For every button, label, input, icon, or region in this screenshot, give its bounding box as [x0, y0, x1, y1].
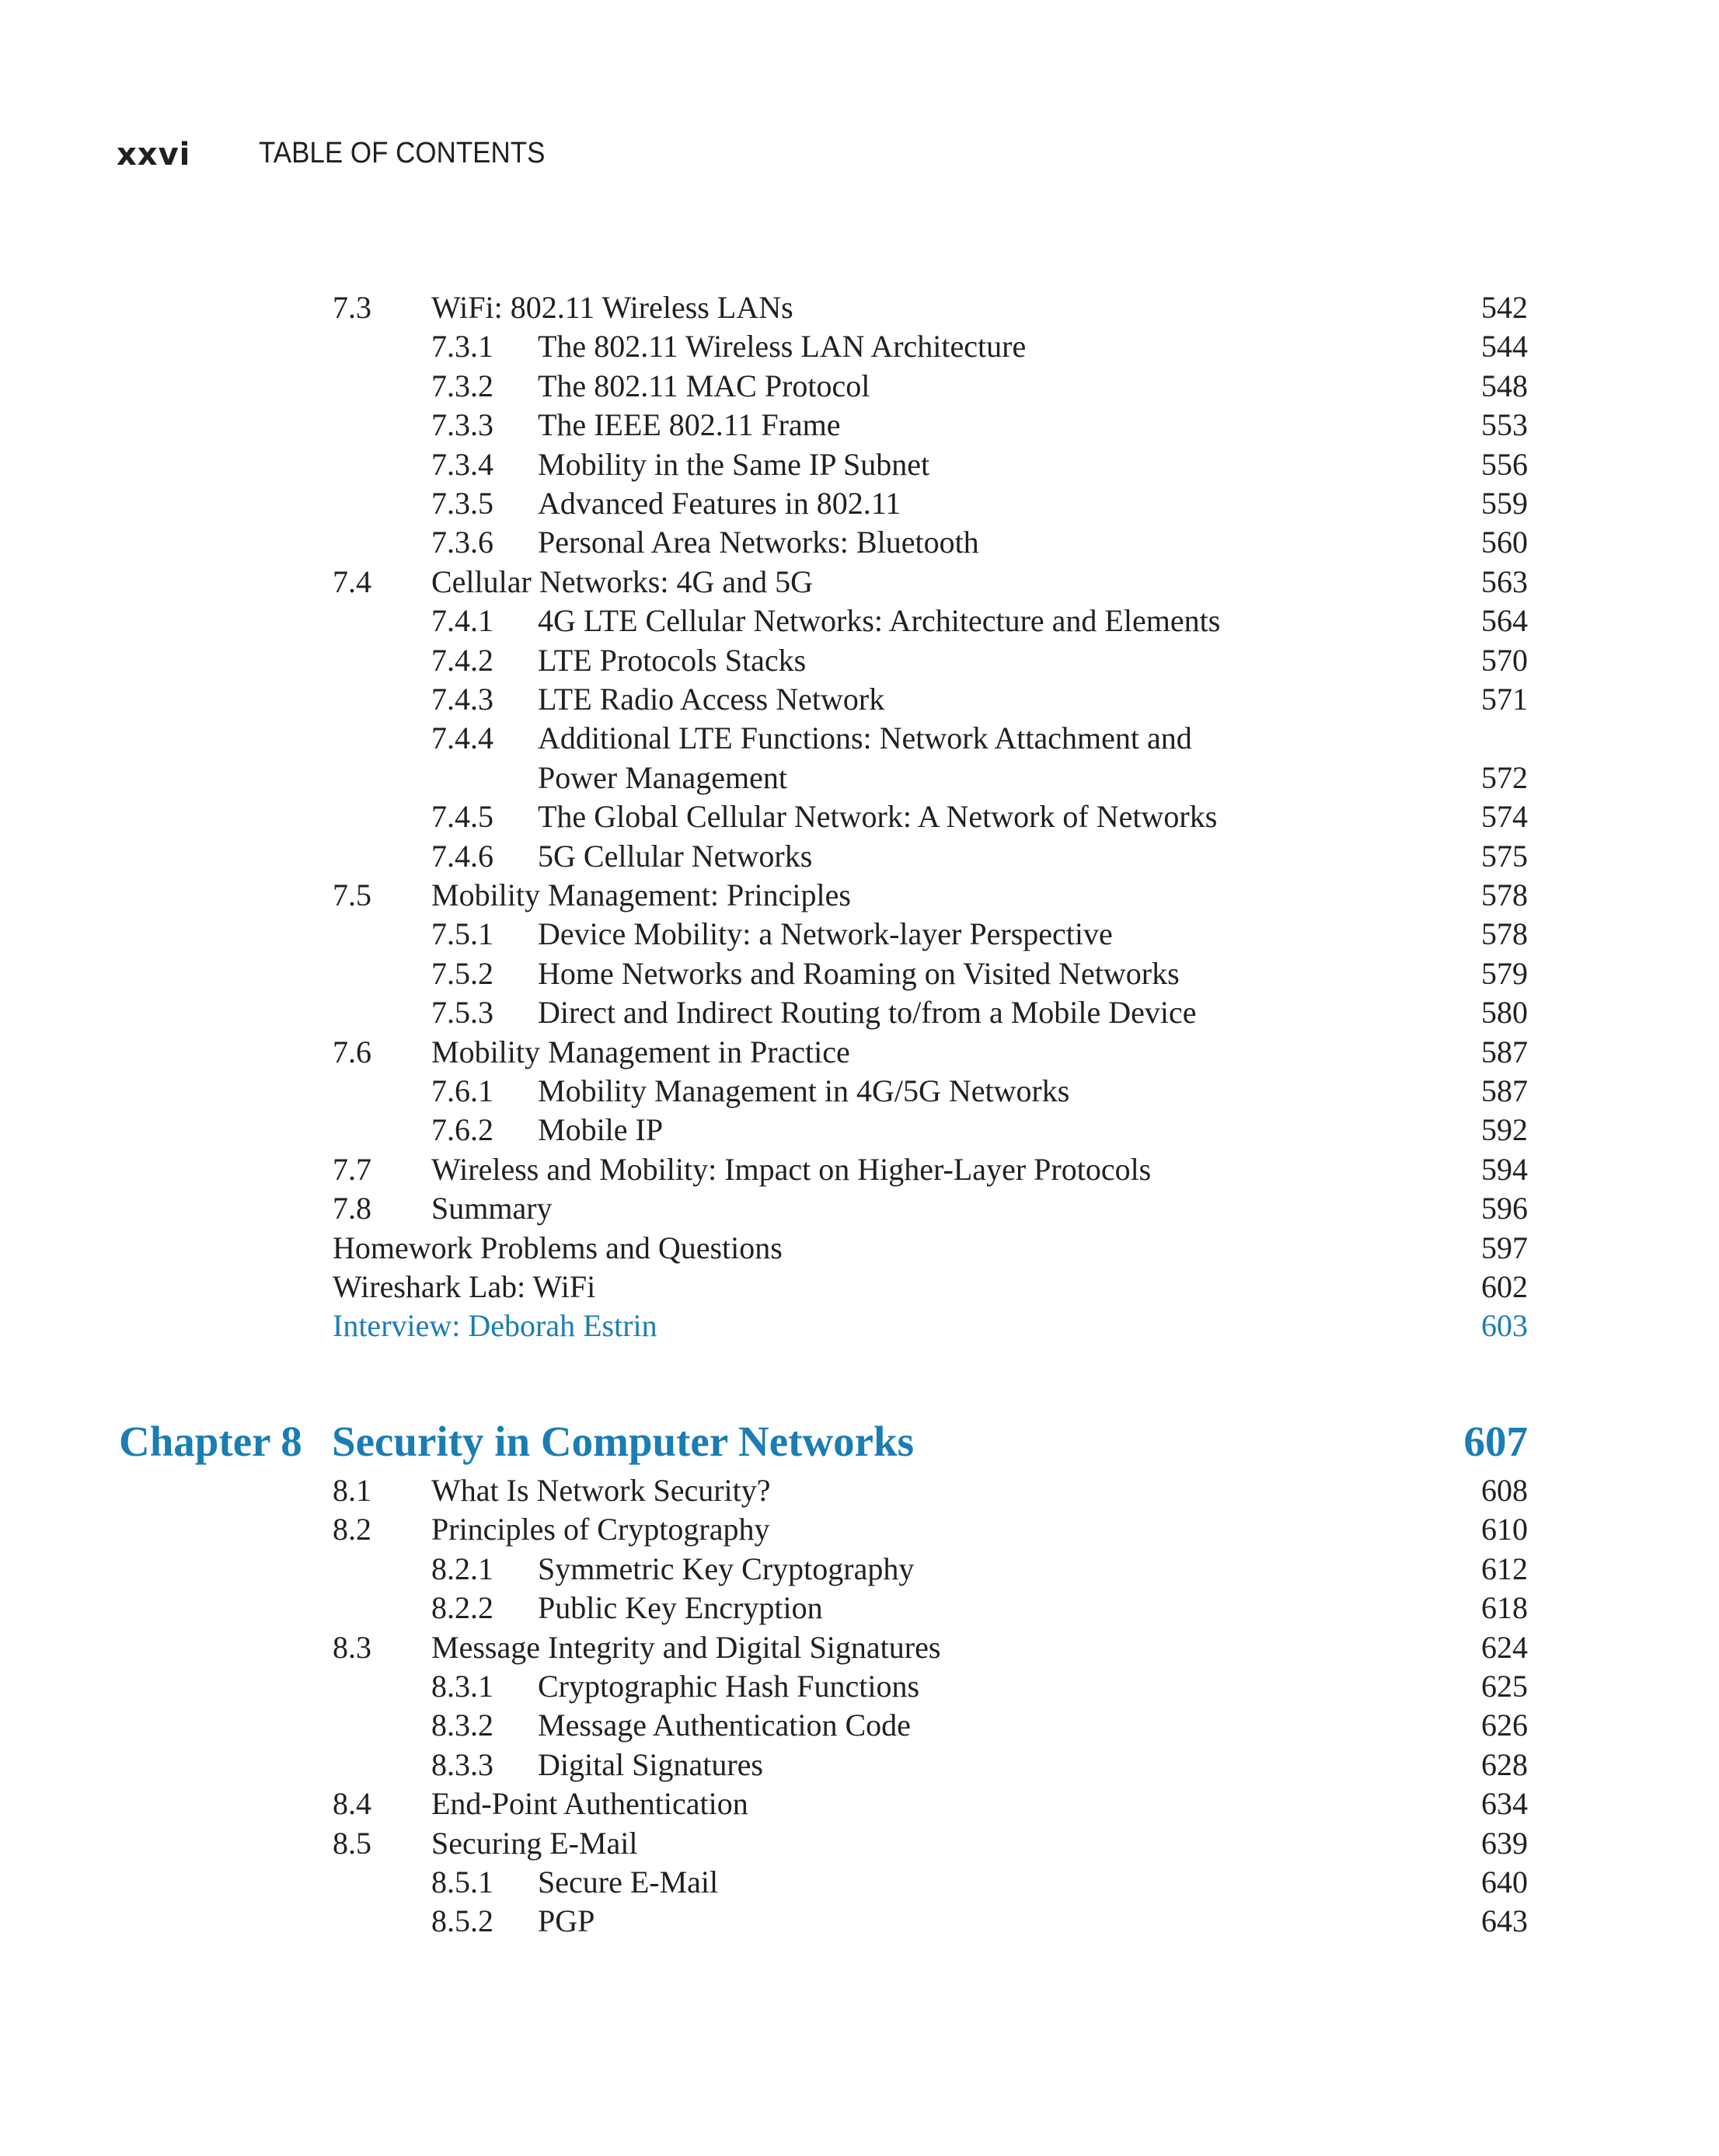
page-number: 610: [1481, 1512, 1528, 1547]
section-title: Wireshark Lab: WiFi: [333, 1269, 596, 1304]
section-title: LTE Radio Access Network: [538, 682, 885, 717]
toc-entry[interactable]: [0, 1902, 1719, 1941]
section-number: 7.3.2: [431, 368, 493, 403]
section-title: Mobility in the Same IP Subnet: [538, 446, 930, 482]
section-number: 7.5.2: [431, 955, 493, 991]
section-number: 7.6: [333, 1034, 371, 1069]
section-title: Symmetric Key Cryptography: [538, 1551, 915, 1586]
toc-entry[interactable]: [0, 327, 1719, 366]
section-number: 8.5.2: [431, 1903, 493, 1939]
toc-entry[interactable]: [0, 993, 1719, 1032]
page-number: 564: [1481, 603, 1528, 639]
section-title: What Is Network Security?: [431, 1473, 771, 1508]
section-number: 8.5: [333, 1825, 371, 1861]
page-number: 578: [1481, 877, 1528, 912]
section-number: 7.6.1: [431, 1073, 493, 1108]
section-number: 8.3: [333, 1629, 371, 1665]
toc-entry[interactable]: [0, 1307, 1719, 1345]
section-title: The IEEE 802.11 Frame: [538, 407, 841, 443]
section-title: Homework Problems and Questions: [333, 1230, 783, 1265]
section-title: Device Mobility: a Network-layer Perspective: [538, 916, 1113, 952]
section-number: 7.3: [333, 290, 371, 325]
section-number: 8.2: [333, 1512, 371, 1547]
page-number: 592: [1481, 1112, 1528, 1148]
page-number: 602: [1481, 1269, 1528, 1304]
page-number: 603: [1481, 1308, 1528, 1344]
page-number: 640: [1481, 1865, 1528, 1900]
chapter-heading[interactable]: [0, 1415, 1719, 1469]
section-number: 8.3.1: [431, 1669, 493, 1704]
toc-entry[interactable]: [0, 797, 1719, 836]
toc-entry[interactable]: [0, 1229, 1719, 1268]
section-title: Secure E-Mail: [538, 1865, 719, 1900]
section-title: Home Networks and Roaming on Visited Networks: [538, 955, 1180, 991]
section-number: 7.4.1: [431, 603, 493, 639]
toc-entry[interactable]: [0, 1706, 1719, 1745]
page-number: 542: [1481, 290, 1528, 325]
page-number: 574: [1481, 799, 1528, 835]
section-title: Mobility Management in 4G/5G Networks: [538, 1073, 1070, 1108]
section-title: Interview: Deborah Estrin: [333, 1308, 657, 1344]
section-number: 7.6.2: [431, 1112, 493, 1148]
section-number: 7.3.5: [431, 486, 493, 521]
page-number: 628: [1481, 1746, 1528, 1782]
section-number: 8.5.1: [431, 1865, 493, 1900]
section-title: The 802.11 Wireless LAN Architecture: [538, 329, 1027, 365]
page-number: 612: [1481, 1551, 1528, 1586]
section-title: WiFi: 802.11 Wireless LANs: [431, 290, 793, 325]
section-title: Summary: [431, 1191, 553, 1226]
toc-entry[interactable]: [0, 1510, 1719, 1549]
toc-entry[interactable]: [0, 641, 1719, 680]
section-title: Securing E-Mail: [431, 1825, 638, 1861]
toc-entry[interactable]: [0, 1189, 1719, 1228]
toc-entry[interactable]: [0, 1550, 1719, 1589]
toc-entry[interactable]: [0, 563, 1719, 602]
section-title: Mobility Management in Practice: [431, 1034, 850, 1069]
section-title: Advanced Features in 802.11: [538, 486, 901, 521]
section-number: 7.3.1: [431, 329, 493, 365]
section-number: 7.5.1: [431, 916, 493, 952]
page-number: 556: [1481, 446, 1528, 482]
page-number: 563: [1481, 563, 1528, 599]
toc-entry[interactable]: [0, 367, 1719, 406]
toc-entry[interactable]: [0, 915, 1719, 954]
section-number: 7.7: [333, 1151, 371, 1187]
section-title: Public Key Encryption: [538, 1590, 823, 1626]
section-title: The 802.11 MAC Protocol: [538, 368, 870, 403]
toc-entry[interactable]: [0, 759, 1719, 797]
toc-entry[interactable]: [0, 445, 1719, 484]
page-number: 626: [1481, 1708, 1528, 1743]
section-title: LTE Protocols Stacks: [538, 642, 807, 678]
page-number: 559: [1481, 486, 1528, 521]
page-number: 587: [1481, 1034, 1528, 1069]
section-number: 8.1: [333, 1473, 371, 1508]
page-number: 575: [1481, 838, 1528, 874]
section-number: 8.2.1: [431, 1551, 493, 1586]
page-number: 643: [1481, 1903, 1528, 1939]
section-title: Message Authentication Code: [538, 1708, 911, 1743]
toc-entry[interactable]: [0, 680, 1719, 719]
section-title: Digital Signatures: [538, 1746, 763, 1782]
section-number: 7.4.4: [431, 720, 493, 756]
page-number: 634: [1481, 1786, 1528, 1822]
toc-entry[interactable]: [0, 954, 1719, 993]
toc-entry[interactable]: [0, 1667, 1719, 1706]
section-title: End-Point Authentication: [431, 1786, 748, 1822]
section-title: Power Management: [538, 759, 788, 795]
section-number: 7.4.3: [431, 682, 493, 717]
running-title: TABLE OF CONTENTS: [259, 137, 546, 169]
section-title: The Global Cellular Network: A Network of Networks: [538, 799, 1218, 835]
section-number: 8.4: [333, 1786, 371, 1822]
toc-entry[interactable]: [0, 1824, 1719, 1863]
section-number: 7.4: [333, 563, 371, 599]
page-number: 578: [1481, 916, 1528, 952]
section-number: 7.5.3: [431, 995, 493, 1031]
page-number: 608: [1481, 1473, 1528, 1508]
page-number: xxvi: [117, 137, 191, 173]
toc-entry[interactable]: [0, 1471, 1719, 1510]
section-number: 7.3.6: [431, 525, 493, 560]
page-number: 625: [1481, 1669, 1528, 1704]
section-number: 8.3.3: [431, 1746, 493, 1782]
page-number: 618: [1481, 1590, 1528, 1626]
toc-entry[interactable]: [0, 1784, 1719, 1823]
page-number: 544: [1481, 329, 1528, 365]
page-number: 597: [1481, 1230, 1528, 1265]
page-number: 571: [1481, 682, 1528, 717]
page-number: 548: [1481, 368, 1528, 403]
section-number: 7.4.5: [431, 799, 493, 835]
section-title: 4G LTE Cellular Networks: Architecture and Elements: [538, 603, 1221, 639]
toc-entry[interactable]: [0, 523, 1719, 562]
section-number: 7.4.2: [431, 642, 493, 678]
page-number: 570: [1481, 642, 1528, 678]
toc-entry[interactable]: [0, 602, 1719, 640]
chapter-title: Security in Computer Networks: [332, 1418, 915, 1465]
section-number: 8.2.2: [431, 1590, 493, 1626]
page-number: 579: [1481, 955, 1528, 991]
section-title: Cellular Networks: 4G and 5G: [431, 563, 814, 599]
toc-entry[interactable]: [0, 484, 1719, 523]
page-number: 553: [1481, 407, 1528, 443]
section-number: 7.3.3: [431, 407, 493, 443]
section-title: Message Integrity and Digital Signatures: [431, 1629, 941, 1665]
chapter-label: Chapter 8: [119, 1418, 302, 1465]
page-number: 572: [1481, 759, 1528, 795]
section-title: Wireless and Mobility: Impact on Higher-Layer Protocols: [431, 1151, 1152, 1187]
section-number: 7.4.6: [431, 838, 493, 874]
section-title: Direct and Indirect Routing to/from a Mobile Device: [538, 995, 1197, 1031]
page-number: 624: [1481, 1629, 1528, 1665]
section-title: 5G Cellular Networks: [538, 838, 813, 874]
section-title: Mobility Management: Principles: [431, 877, 851, 912]
toc-entry[interactable]: [0, 1072, 1719, 1111]
section-title: PGP: [538, 1903, 595, 1939]
section-number: 7.8: [333, 1191, 371, 1226]
toc-entry[interactable]: [0, 288, 1719, 327]
toc-entry[interactable]: [0, 406, 1719, 445]
section-number: 8.3.2: [431, 1708, 493, 1743]
toc-entry[interactable]: [0, 1589, 1719, 1627]
section-title: Additional LTE Functions: Network Attachment and: [538, 720, 1192, 756]
section-number: 7.3.4: [431, 446, 493, 482]
section-title: Personal Area Networks: Bluetooth: [538, 525, 979, 560]
page-number: 596: [1481, 1191, 1528, 1226]
toc-entry[interactable]: [0, 1746, 1719, 1784]
page-number: 587: [1481, 1073, 1528, 1108]
toc-entry[interactable]: [0, 719, 1719, 758]
chapter-page: 607: [1463, 1418, 1528, 1465]
page-number: 639: [1481, 1825, 1528, 1861]
page-number: 560: [1481, 525, 1528, 560]
toc-entry[interactable]: [0, 1111, 1719, 1150]
section-title: Mobile IP: [538, 1112, 664, 1148]
page-number: 594: [1481, 1151, 1528, 1187]
toc-entry[interactable]: [0, 1268, 1719, 1307]
page-number: 580: [1481, 995, 1528, 1031]
toc-entry[interactable]: [0, 1863, 1719, 1902]
toc-entry[interactable]: [0, 1150, 1719, 1189]
toc-entry[interactable]: [0, 1628, 1719, 1667]
section-number: 7.5: [333, 877, 371, 912]
section-title: Cryptographic Hash Functions: [538, 1669, 920, 1704]
section-title: Principles of Cryptography: [431, 1512, 770, 1547]
toc-entry[interactable]: [0, 1033, 1719, 1072]
toc-entry[interactable]: [0, 837, 1719, 876]
toc-entry[interactable]: [0, 876, 1719, 915]
